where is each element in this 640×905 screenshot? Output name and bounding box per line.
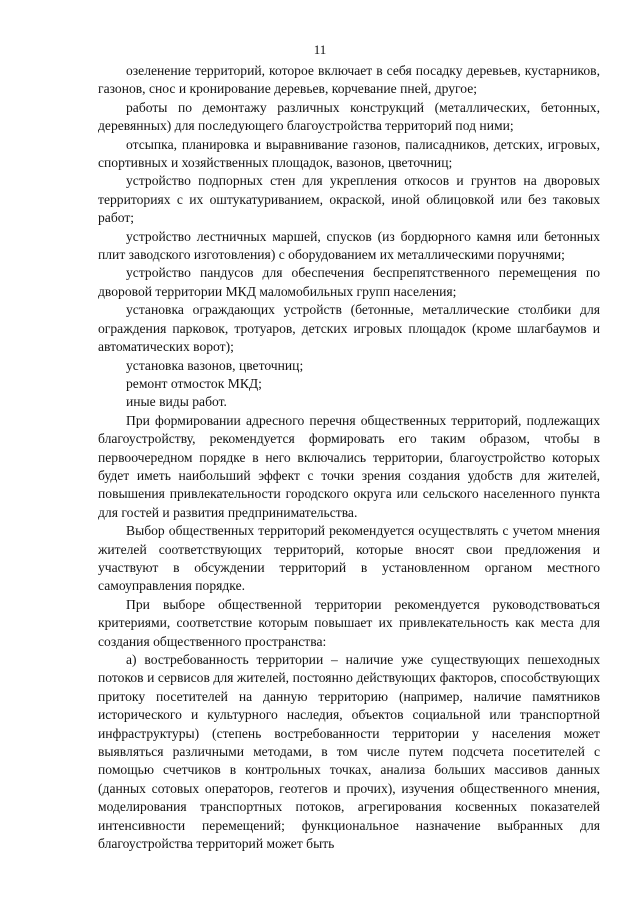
paragraph: установка вазонов, цветочниц; [126, 357, 304, 373]
paragraph: При формировании адресного перечня общественных территорий, подлежащих благоустройству, рекомендуется формировать его таким образом, чтобы в первоочередном порядке в него включались территории, благоустройство которых будет иметь наибольший эффект с точки зрения создания удобств для жителей, повышения привлекательности городского округа или сельского населенного пункта для гостей и развития предпринимательства. [98, 412, 600, 520]
paragraph: устройство лестничных маршей, спусков (из бордюрного камня или бетонных плит заводского изготовления) с оборудованием их металлическими поручнями; [98, 228, 600, 263]
body-text [98, 62, 600, 853]
paragraph: иные виды работ. [126, 394, 227, 410]
paragraph: отсыпка, планировка и выравнивание газонов, палисадников, детских, игровых, спортивных и хозяйственных площадок, вазонов, цветочниц; [98, 136, 600, 171]
paragraph: При выборе общественной территории рекомендуется руководствоваться критериями, соответствие которым повышает их привлекательность как места для создания общественного пространства: [98, 596, 600, 649]
paragraph: ремонт отмосток МКД; [126, 375, 262, 391]
paragraph: Выбор общественных территорий рекомендуется осуществлять с учетом мнения жителей соответствующих территорий, которые вносят свои предложения и участвуют в обсуждении территорий в установленном органом местного самоуправления порядке. [98, 523, 600, 594]
page-number: 11 [313, 42, 327, 57]
paragraph: устройство подпорных стен для укрепления откосов и грунтов на дворовых территориях с их оштукатуриванием, окраской, иной облицовкой или без таковых работ; [98, 173, 600, 226]
paragraph: устройство пандусов для обеспечения беспрепятственного перемещения по дворовой территории МКД маломобильных групп населения; [98, 265, 600, 299]
paragraph: а) востребованность территории – наличие уже существующих пешеходных потоков и сервисов для жителей, постоянно действующих факторов, способствующих притоку посетителей на данную территорию (например, наличие памятников исторического и культурного наследия, объектов социальной или транспортной инфраструктуры) (степень востребованности территории у населения может выявляться различными методами, в том числе путем подсчета посетителей с помощью счетчиков в контрольных точках, анализа больших массивов данных (данных сотовых операторов, геотегов и прочих), изучения общественного мнения, моделирования транспортных потоков, агрегирования косвенных показателей интенсивности перемещений; функциональное назначение выбранных для благоустройства территорий может быть [98, 652, 600, 852]
paragraph: работы по демонтажу различных конструкций (металлических, бетонных, деревянных) для последующего благоустройства территорий под ними; [98, 99, 600, 134]
paragraph: озеленение территорий, которое включает в себя посадку деревьев, кустарников, газонов, снос и кронирование деревьев, корчевание пней, другое; [98, 63, 600, 97]
paragraph: установка ограждающих устройств (бетонные, металлические столбики для ограждения парковок, тротуаров, детских игровых площадок (кроме шлагбаумов и автоматических ворот); [98, 302, 600, 355]
